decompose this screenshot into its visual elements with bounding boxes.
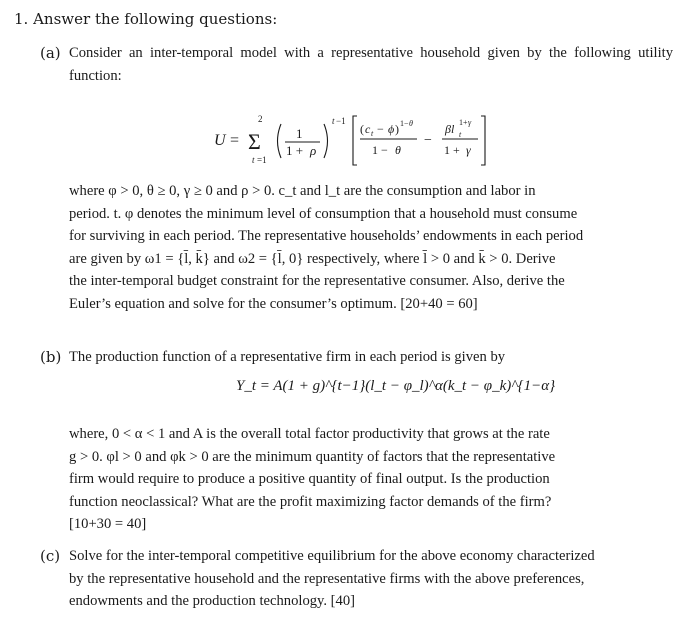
part-c-body-line: by the representative household and the representative firms with the above preferences, [69,570,585,587]
part-b-body-line: function neoclassical? What are the profit maximizing factor demands of the firm? [69,493,552,510]
svg-text:ϕ: ϕ [388,122,395,136]
production-function-equation: Y_t = A(1 + g)^{t−1}(l_t − φ_l)^α(k_t − φ_k)^{1−α} [236,378,556,394]
svg-text:t: t [252,155,255,165]
part-b-body-line: g > 0. φl > 0 and φk > 0 are the minimum quantity of factors that the representative [69,448,556,465]
svg-text:Σ: Σ [248,129,261,154]
part-b-body-line: firm would require to produce a positive quantity of final output. Is the production [69,471,550,487]
svg-text:θ: θ [395,143,401,157]
part-b-body-line: [10+30 = 40] [69,516,147,532]
part-c-body-line: Solve for the inter-temporal competitive equilibrium for the above economy characterized [69,548,595,564]
svg-text:1−: 1− [400,119,409,128]
svg-text:1: 1 [296,126,303,141]
svg-text:ρ: ρ [310,143,317,158]
part-a-body-line: for surviving in each period. The representative households’ endowments in each period [69,228,584,244]
part-b-intro: The production function of a representative firm in each period is given by [69,349,506,365]
svg-text:γ: γ [468,118,472,127]
part-b-body-line: where, 0 < α < 1 and A is the overall total factor productivity that grows at the rate [69,426,550,442]
svg-text:c: c [365,122,371,136]
svg-text:=1: =1 [257,155,267,165]
svg-text:γ: γ [466,143,471,157]
utility-function-equation [214,108,534,172]
svg-text:−: − [377,122,384,136]
svg-text:=: = [230,132,240,149]
part-c-body [69,545,673,613]
question-number: 1. [14,10,29,28]
svg-text:1 +: 1 + [286,143,304,158]
part-a-intro: Consider an inter-temporal model with a representative household given by the following utility function: [69,45,673,84]
svg-text:(: ( [360,122,364,136]
part-a-body [69,180,673,315]
part-b-label: (b) [40,348,62,366]
svg-text:1 +: 1 + [444,143,460,157]
part-b-body [69,423,673,536]
part-a-body-line: Euler’s equation and solve for the consumer’s optimum. [20+40 = 60] [69,295,478,312]
svg-text:t: t [332,116,335,126]
svg-text:2: 2 [258,114,263,124]
svg-text:t: t [371,129,374,138]
svg-text:βl: βl [445,122,455,136]
part-a-body-line: the inter-temporal budget constraint for the representative consumer. Also, derive the [69,273,565,289]
svg-text:t: t [459,130,462,139]
part-a-body-line: where φ > 0, θ ≥ 0, γ ≥ 0 and ρ > 0. c_t and l_t are the consumption and labor in [69,183,536,199]
part-c-label: (c) [40,547,61,565]
svg-text:1 −: 1 − [372,143,388,157]
svg-text:−1: −1 [336,116,346,126]
svg-text:θ: θ [409,119,413,128]
question-heading [14,10,277,28]
question-title: Answer the following questions: [33,10,278,28]
part-a-body-line: period. t. φ denotes the minimum level of consumption that a household must consume [69,205,578,222]
part-c-body-line: endowments and the production technology. [40] [69,593,355,609]
svg-text:U: U [214,132,226,149]
part-a-label: (a) [40,44,61,62]
svg-text:1+: 1+ [459,118,468,127]
svg-text:−: − [424,133,432,148]
part-a-body-line: are given by ω1 = {l̄, k̄} and ω2 = {l̄, 0} respectively, where l̄ > 0 and k̄ > 0. Derive [69,250,556,267]
svg-text:): ) [395,122,399,136]
